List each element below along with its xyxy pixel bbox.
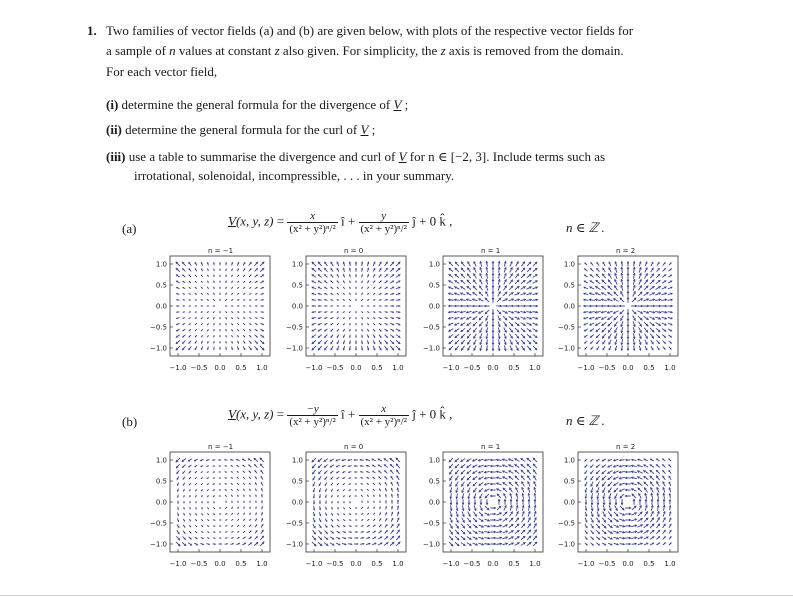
- y-tick-label: 0.0: [155, 302, 167, 311]
- y-tick-label: −0.5: [423, 323, 440, 332]
- vector-arrow-head: [362, 501, 363, 502]
- vector-arrow-head: [356, 324, 357, 325]
- vector-arrow-head: [356, 330, 357, 331]
- x-tick-label: 1.0: [392, 364, 404, 372]
- vector-arrow-head: [250, 300, 251, 301]
- vector-arrow-head: [356, 526, 357, 527]
- x-tick-label: 0.0: [214, 364, 226, 372]
- vector-arrow-head: [219, 478, 220, 479]
- vector-arrow-head: [232, 501, 233, 502]
- vector-arrow-head: [256, 306, 257, 307]
- vector-arrow-head: [226, 532, 227, 533]
- vector-arrow-head: [220, 520, 221, 521]
- vector-arrow-head: [213, 466, 214, 467]
- y-tick-label: 0.5: [155, 281, 167, 290]
- field-a-label: (a): [122, 221, 137, 236]
- vector-arrow-head: [250, 306, 251, 307]
- x-tick-label: 0.0: [350, 560, 362, 568]
- vector-arrow-head: [189, 300, 190, 301]
- vector-arrow-head: [250, 507, 251, 508]
- vector-arrow-head: [256, 507, 257, 508]
- intro-line-2: a sample of n values at constant z also given. For simplicity, the z axis is removed from the domain.: [106, 43, 624, 58]
- x-tick-label: 0.0: [487, 364, 499, 372]
- vector-arrow-head: [220, 532, 221, 533]
- y-tick-label: −1.0: [423, 344, 440, 353]
- vector-arrow-head: [219, 484, 220, 485]
- y-tick-label: 1.0: [291, 456, 303, 465]
- vector-arrow-head: [226, 342, 227, 343]
- vector-arrow-head: [380, 501, 381, 502]
- y-tick-label: 0.5: [291, 281, 303, 290]
- y-tick-label: 1.0: [563, 260, 575, 269]
- vector-arrow-head: [356, 312, 357, 313]
- vector-arrow-head: [238, 501, 239, 502]
- vector-arrow-head: [355, 496, 356, 497]
- x-tick-label: 0.0: [487, 560, 499, 568]
- vector-arrow-head: [214, 281, 215, 282]
- vector-arrow-head: [355, 490, 356, 491]
- vector-plot-b-n0: [281, 452, 421, 582]
- plot-frame: [578, 452, 678, 552]
- vector-arrow-head: [195, 312, 196, 313]
- vector-arrow-head: [380, 306, 381, 307]
- vector-arrow-head: [225, 466, 226, 467]
- x-tick-label: 1.0: [256, 364, 268, 372]
- vector-arrow-head: [219, 466, 220, 467]
- vector-arrow-head: [214, 336, 215, 337]
- vector-arrow-head: [207, 306, 208, 307]
- y-tick-label: −1.0: [558, 540, 575, 549]
- vector-arrow-head: [244, 495, 245, 496]
- vector-arrow-head: [220, 281, 221, 282]
- field-a-domain: n ∈ ℤ .: [566, 220, 605, 235]
- plot-title-a-0: n = −1: [208, 247, 234, 255]
- vector-plot-a-n2: [553, 256, 693, 386]
- x-tick-label: −1.0: [305, 364, 323, 372]
- vector-arrow-head: [368, 501, 369, 502]
- vector-arrow-head: [214, 275, 215, 276]
- vector-arrow-head: [219, 496, 220, 497]
- vector-arrow-head: [220, 287, 221, 288]
- vector-arrow-head: [337, 306, 338, 307]
- plot-title-b-0: n = −1: [208, 443, 234, 451]
- y-tick-label: −0.5: [150, 519, 167, 528]
- y-tick-label: −1.0: [286, 540, 303, 549]
- plot-title-a-1: n = 0: [344, 247, 364, 255]
- intro-line-1: Two families of vector fields (a) and (b) are given below, with plots of the respective vector fields for: [106, 23, 634, 38]
- vector-arrow-head: [214, 502, 215, 503]
- x-tick-label: −1.0: [305, 560, 323, 568]
- vector-arrow-head: [190, 508, 191, 509]
- vector-arrow-head: [338, 502, 339, 503]
- vector-arrow-head: [220, 318, 221, 319]
- y-tick-label: 1.0: [155, 456, 167, 465]
- y-tick-label: 0.0: [563, 498, 575, 507]
- x-tick-label: 1.0: [256, 560, 268, 568]
- y-tick-label: −1.0: [286, 344, 303, 353]
- plot-title-b-2: n = 1: [481, 443, 501, 451]
- vector-arrow-head: [184, 502, 185, 503]
- x-tick-label: −1.0: [577, 560, 595, 568]
- vector-arrow-head: [355, 478, 356, 479]
- y-tick-label: 1.0: [291, 260, 303, 269]
- vector-arrow-head: [190, 496, 191, 497]
- vector-arrow-head: [356, 281, 357, 282]
- vector-arrow-head: [201, 306, 202, 307]
- vector-arrow-head: [183, 300, 184, 301]
- vector-arrow-head: [213, 472, 214, 473]
- y-tick-label: 0.0: [291, 302, 303, 311]
- vector-arrow-head: [244, 312, 245, 313]
- y-tick-label: 0.5: [155, 477, 167, 486]
- vector-arrow-head: [196, 496, 197, 497]
- x-tick-label: 0.5: [643, 364, 655, 372]
- vector-arrow-head: [256, 501, 257, 502]
- y-tick-label: −0.5: [558, 519, 575, 528]
- plot-title-b-1: n = 0: [344, 443, 364, 451]
- x-tick-label: 1.0: [664, 560, 676, 568]
- x-tick-label: −1.0: [169, 560, 187, 568]
- vector-arrow-head: [190, 502, 191, 503]
- vector-arrow-head: [213, 306, 214, 307]
- intro-line-3: For each vector field,: [106, 64, 218, 79]
- vector-arrow-head: [226, 538, 227, 539]
- vector-arrow-head: [214, 538, 215, 539]
- vector-arrow-head: [362, 306, 363, 307]
- vector-arrow-head: [220, 508, 221, 509]
- x-tick-label: −0.5: [190, 560, 208, 568]
- vector-arrow-head: [196, 508, 197, 509]
- vector-plot-a-n-1: [145, 256, 285, 386]
- vector-arrow-head: [356, 293, 357, 294]
- x-tick-label: −0.5: [598, 364, 616, 372]
- y-tick-label: −1.0: [423, 540, 440, 549]
- vector-arrow-head: [225, 478, 226, 479]
- plot-title-b-3: n = 2: [616, 443, 636, 451]
- vector-arrow-head: [244, 501, 245, 502]
- vector-arrow-head: [238, 306, 239, 307]
- y-tick-label: 0.5: [291, 477, 303, 486]
- vector-plot-a-n1: [418, 256, 558, 386]
- plot-frame: [443, 452, 543, 552]
- vector-arrow-head: [195, 306, 196, 307]
- vector-arrow-head: [368, 306, 369, 307]
- vector-arrow-head: [196, 502, 197, 503]
- x-tick-label: 0.5: [235, 560, 247, 568]
- vector-arrow-head: [356, 299, 357, 300]
- vector-arrow-head: [244, 306, 245, 307]
- part-ii: (ii) determine the general formula for the curl of V ;: [106, 122, 376, 137]
- y-tick-label: 0.0: [428, 498, 440, 507]
- vector-plot-a-n0: [281, 256, 421, 386]
- vector-arrow-head: [220, 269, 221, 270]
- field-b-equation: V(x, y, z) = $\frac{-y}{\text{(x² + y²)ⁿ/²}}$ î + $\frac{x}{\text{(x² + y²)ⁿ/²}}$ ĵ + 0 k̂ ,: [228, 403, 453, 428]
- vector-arrow-head: [214, 526, 215, 527]
- field-a-equation: V(x, y, z) = $\frac{x}{\text{(x² + y²)ⁿ/²}}$ î + $\frac{y}{\text{(x² + y²)ⁿ/²}}$ ĵ + 0 k̂ ,: [228, 210, 453, 235]
- x-tick-label: 0.0: [622, 560, 634, 568]
- vector-arrow-head: [189, 306, 190, 307]
- vector-arrow-head: [226, 501, 227, 502]
- x-tick-label: 0.0: [350, 364, 362, 372]
- vector-plot-b-n2: [553, 452, 693, 582]
- vector-arrow-head: [220, 538, 221, 539]
- vector-arrow-head: [244, 507, 245, 508]
- y-tick-label: 0.0: [563, 302, 575, 311]
- vector-arrow-head: [226, 336, 227, 337]
- vector-arrow-head: [225, 472, 226, 473]
- vector-arrow-head: [244, 300, 245, 301]
- x-tick-label: 0.5: [508, 364, 520, 372]
- vector-arrow-head: [226, 281, 227, 282]
- vector-arrow-head: [226, 275, 227, 276]
- part-iii-line-2: irrotational, solenoidal, incompressible, . . . in your summary.: [134, 168, 455, 183]
- x-tick-label: −0.5: [190, 364, 208, 372]
- y-tick-label: −1.0: [150, 540, 167, 549]
- x-tick-label: −1.0: [442, 560, 460, 568]
- vector-arrow-head: [355, 484, 356, 485]
- y-tick-label: 0.5: [428, 281, 440, 290]
- vector-arrow-head: [220, 514, 221, 515]
- vector-arrow-head: [189, 312, 190, 313]
- y-tick-label: −0.5: [558, 323, 575, 332]
- vector-arrow-head: [226, 269, 227, 270]
- y-tick-label: 0.0: [291, 498, 303, 507]
- vector-arrow-head: [219, 490, 220, 491]
- question-number: 1.: [87, 23, 97, 38]
- vector-arrow-head: [183, 306, 184, 307]
- vector-arrow-head: [220, 324, 221, 325]
- vector-arrow-head: [349, 306, 350, 307]
- vector-arrow-head: [374, 501, 375, 502]
- vector-arrow-head: [344, 502, 345, 503]
- x-tick-label: −0.5: [463, 364, 481, 372]
- vector-arrow-head: [220, 336, 221, 337]
- vector-arrow-head: [220, 342, 221, 343]
- y-tick-label: 1.0: [428, 260, 440, 269]
- vector-arrow-head: [250, 501, 251, 502]
- vector-arrow-head: [183, 312, 184, 313]
- y-tick-label: −0.5: [150, 323, 167, 332]
- vector-arrow-head: [219, 472, 220, 473]
- vector-arrow-head: [250, 495, 251, 496]
- x-tick-label: −0.5: [326, 364, 344, 372]
- x-tick-label: 0.0: [214, 560, 226, 568]
- plot-frame: [170, 452, 270, 552]
- x-tick-label: 1.0: [529, 364, 541, 372]
- vector-arrow-head: [256, 495, 257, 496]
- x-tick-label: 1.0: [664, 364, 676, 372]
- vector-arrow-head: [350, 502, 351, 503]
- x-tick-label: −0.5: [598, 560, 616, 568]
- x-tick-label: 0.0: [622, 364, 634, 372]
- x-tick-label: 0.5: [643, 560, 655, 568]
- vector-arrow-head: [232, 306, 233, 307]
- y-tick-label: 0.0: [428, 302, 440, 311]
- vector-arrow-head: [214, 342, 215, 343]
- y-tick-label: −0.5: [286, 323, 303, 332]
- x-tick-label: 0.5: [371, 364, 383, 372]
- vector-arrow-head: [226, 306, 227, 307]
- vector-arrow-head: [356, 514, 357, 515]
- vector-arrow-head: [184, 508, 185, 509]
- x-tick-label: −1.0: [577, 364, 595, 372]
- vector-arrow-head: [356, 287, 357, 288]
- vector-arrow-head: [256, 300, 257, 301]
- field-b-domain: n ∈ ℤ .: [566, 413, 605, 428]
- plot-title-a-3: n = 2: [616, 247, 636, 255]
- vector-plot-b-n1: [418, 452, 558, 582]
- vector-arrow-head: [250, 312, 251, 313]
- y-tick-label: −1.0: [150, 344, 167, 353]
- vector-arrow-head: [195, 300, 196, 301]
- x-tick-label: 0.5: [235, 364, 247, 372]
- vector-arrow-head: [220, 330, 221, 331]
- vector-arrow-head: [214, 330, 215, 331]
- vector-arrow-head: [256, 312, 257, 313]
- vector-arrow-head: [226, 330, 227, 331]
- plot-frame: [306, 452, 406, 552]
- y-tick-label: −1.0: [558, 344, 575, 353]
- x-tick-label: 1.0: [392, 560, 404, 568]
- vector-arrow-head: [214, 532, 215, 533]
- vector-arrow-head: [220, 275, 221, 276]
- y-tick-label: 0.5: [563, 477, 575, 486]
- y-tick-label: 1.0: [155, 260, 167, 269]
- x-tick-label: 0.5: [371, 560, 383, 568]
- vector-arrow-head: [220, 293, 221, 294]
- vector-arrow-head: [226, 526, 227, 527]
- vector-arrow-head: [202, 502, 203, 503]
- vector-arrow-head: [220, 526, 221, 527]
- plot-title-a-2: n = 1: [481, 247, 501, 255]
- vector-arrow-head: [343, 306, 344, 307]
- vector-arrow-head: [208, 502, 209, 503]
- vector-plot-b-n-1: [145, 452, 285, 582]
- field-b-label: (b): [122, 414, 138, 429]
- x-tick-label: −1.0: [169, 364, 187, 372]
- part-i: (i) determine the general formula for the divergence of V ;: [106, 97, 409, 112]
- vector-arrow-head: [356, 520, 357, 521]
- y-tick-label: 0.0: [155, 498, 167, 507]
- vector-arrow-head: [332, 502, 333, 503]
- vector-arrow-head: [356, 508, 357, 509]
- y-tick-label: 1.0: [563, 456, 575, 465]
- vector-arrow-head: [214, 269, 215, 270]
- y-tick-label: 0.5: [428, 477, 440, 486]
- vector-arrow-head: [220, 312, 221, 313]
- y-tick-label: −0.5: [423, 519, 440, 528]
- x-tick-label: −1.0: [442, 364, 460, 372]
- x-tick-label: −0.5: [326, 560, 344, 568]
- part-iii: (iii) use a table to summarise the divergence and curl of V for n ∈ [−2, 3]. Include terms such as: [106, 149, 606, 164]
- vector-arrow-head: [331, 306, 332, 307]
- vector-arrow-head: [374, 306, 375, 307]
- vector-arrow-head: [220, 299, 221, 300]
- y-tick-label: 1.0: [428, 456, 440, 465]
- x-tick-label: −0.5: [463, 560, 481, 568]
- y-tick-label: −0.5: [286, 519, 303, 528]
- x-tick-label: 0.5: [508, 560, 520, 568]
- vector-arrow-head: [184, 496, 185, 497]
- y-tick-label: 0.5: [563, 281, 575, 290]
- vector-arrow-head: [356, 318, 357, 319]
- x-tick-label: 1.0: [529, 560, 541, 568]
- vector-arrow-head: [213, 478, 214, 479]
